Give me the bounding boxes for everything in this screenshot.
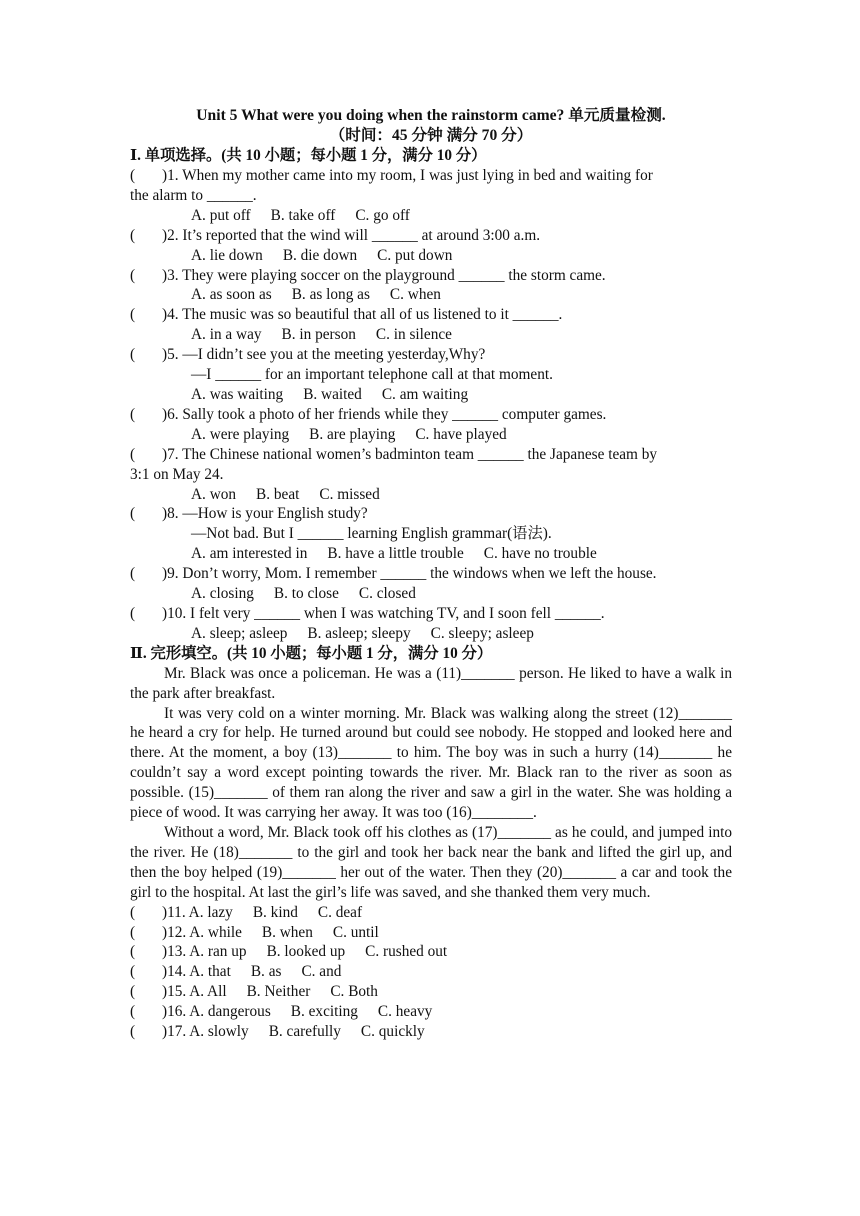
- answer-blank[interactable]: (: [130, 963, 159, 981]
- option-a[interactable]: A. lie down: [191, 246, 263, 264]
- question-number: )11.: [162, 903, 189, 921]
- question-number: )2.: [162, 226, 179, 244]
- question-number: )9.: [162, 565, 179, 583]
- question-number: )8.: [162, 505, 179, 523]
- option-b[interactable]: B. take off: [270, 206, 336, 224]
- answer-blank[interactable]: (: [130, 1003, 159, 1021]
- option-c[interactable]: C. put down: [377, 246, 453, 264]
- options-row: [130, 544, 732, 564]
- answer-blank[interactable]: (: [130, 983, 159, 1001]
- question-text: When my mother came into my room, I was just lying in bed and waiting for: [178, 167, 653, 184]
- options-row: [130, 325, 732, 345]
- option-b[interactable]: B. looked up: [266, 943, 346, 961]
- options-row: [130, 206, 732, 226]
- option-a[interactable]: A. All: [189, 983, 227, 1001]
- option-c[interactable]: C. until: [332, 923, 379, 941]
- option-c[interactable]: C. quickly: [360, 1023, 425, 1041]
- answer-blank[interactable]: (: [130, 167, 159, 184]
- question-text-continued: the alarm to ______.: [130, 186, 257, 204]
- option-c[interactable]: C. closed: [358, 585, 416, 603]
- option-b[interactable]: B. asleep; sleepy: [307, 624, 411, 642]
- question-3: [130, 266, 732, 286]
- question-text: —How is your English study?: [178, 505, 368, 523]
- answer-blank[interactable]: (: [130, 903, 159, 921]
- option-c[interactable]: C. heavy: [377, 1003, 433, 1021]
- option-c[interactable]: C. rushed out: [365, 943, 448, 961]
- option-b[interactable]: B. exciting: [290, 1003, 358, 1021]
- worksheet-page: [130, 106, 732, 1042]
- option-a[interactable]: A. lazy: [188, 903, 233, 921]
- section-1-questions: [130, 166, 732, 644]
- question-text: Sally took a photo of her friends while they ______ computer games.: [178, 405, 607, 423]
- option-b[interactable]: B. are playing: [309, 425, 396, 443]
- question-text-continued: 3:1 on May 24.: [130, 465, 224, 483]
- section-2-questions: [130, 903, 732, 1042]
- answer-blank[interactable]: (: [130, 1023, 159, 1041]
- question-number: )17.: [162, 1023, 190, 1041]
- options-row: [130, 425, 732, 445]
- option-a[interactable]: A. slowly: [189, 1023, 249, 1041]
- option-a[interactable]: A. that: [189, 963, 231, 981]
- answer-blank[interactable]: (: [130, 604, 159, 622]
- option-c[interactable]: C. when: [389, 286, 441, 304]
- cloze-question-15: [130, 982, 732, 1002]
- option-b[interactable]: B. when: [261, 923, 313, 941]
- question-text: The Chinese national women’s badminton team ______ the Japanese team by: [178, 445, 658, 463]
- answer-blank[interactable]: (: [130, 923, 159, 941]
- option-c[interactable]: C. and: [301, 963, 342, 981]
- question-number: )13.: [162, 943, 190, 961]
- option-b[interactable]: B. beat: [256, 485, 300, 503]
- option-b[interactable]: B. Neither: [246, 983, 311, 1001]
- option-c[interactable]: C. missed: [319, 485, 380, 503]
- question-number: )1.: [162, 167, 179, 184]
- question-number: )15.: [162, 983, 190, 1001]
- question-number: )14.: [162, 963, 190, 981]
- question-text: The music was so beautiful that all of us listened to it ______.: [178, 306, 563, 324]
- options-row: [130, 584, 732, 604]
- option-b[interactable]: B. carefully: [268, 1023, 341, 1041]
- answer-blank[interactable]: (: [130, 505, 159, 523]
- question-number: )4.: [162, 306, 179, 324]
- option-b[interactable]: B. waited: [303, 385, 362, 403]
- answer-blank[interactable]: (: [130, 565, 159, 583]
- question-number: )12.: [162, 923, 190, 941]
- option-a[interactable]: A. put off: [191, 206, 251, 224]
- question-6: [130, 405, 732, 425]
- options-row: [130, 624, 732, 644]
- question-text: It’s reported that the wind will ______ at around 3:00 a.m.: [178, 226, 541, 244]
- passage-paragraph: Mr. Black was once a policeman. He was a (11)_______ person. He liked to have a walk in the park after breakfast.: [130, 664, 732, 702]
- option-a[interactable]: A. dangerous: [189, 1003, 271, 1021]
- section-1-heading: Ⅰ. 单项选择。(共 10 小题；每小题 1 分，满分 10 分）: [130, 147, 487, 164]
- option-c[interactable]: C. go off: [355, 206, 410, 224]
- options-row: [130, 385, 732, 405]
- option-a[interactable]: A. am interested in: [191, 545, 308, 563]
- option-c[interactable]: C. in silence: [375, 326, 452, 344]
- cloze-question-16: [130, 1002, 732, 1022]
- option-b[interactable]: B. in person: [281, 326, 356, 344]
- cloze-question-14: [130, 962, 732, 982]
- option-b[interactable]: B. to close: [273, 585, 339, 603]
- option-c[interactable]: C. sleepy; asleep: [430, 624, 534, 642]
- question-response-line: —Not bad. But I ______ learning English grammar(语法).: [191, 525, 552, 543]
- question-4: [130, 305, 732, 325]
- answer-blank[interactable]: (: [130, 306, 159, 324]
- answer-blank[interactable]: (: [130, 346, 159, 364]
- option-b[interactable]: B. have a little trouble: [327, 545, 464, 563]
- answer-blank[interactable]: (: [130, 266, 159, 284]
- option-a[interactable]: A. was waiting: [191, 385, 284, 403]
- question-9: [130, 564, 732, 584]
- passage-paragraph: Without a word, Mr. Black took off his clothes as (17)_______ as he could, and jumped into the river. He (18)_______ to the girl and took her back near the bank and lifted the girl up, and then the boy helped (19)_______ her out of the water. Then they (20)_______ a car and took the girl to the hospital. At last the girl’s life was saved, and she thanked them very much.: [130, 824, 732, 901]
- answer-blank[interactable]: (: [130, 943, 159, 961]
- passage-paragraph: It was very cold on a winter morning. Mr. Black was walking along the street (12)_______ he heard a cry for help. He turned around but could see nobody. He stopped and looked here and there. At the moment, a boy (13)_______ to him. The boy was in such a hurry (14)_______ he couldn’t say a word except pointing towards the river. Mr. Black ran to the river as soon as possible. (15)_______ of them ran along the river and saw a girl in the water. She was holding a piece of wood. It was carrying her away. It was too (16)________.: [130, 704, 732, 822]
- question-text: —I didn’t see you at the meeting yesterday,Why?: [178, 346, 486, 364]
- question-number: )10.: [162, 604, 187, 622]
- answer-blank[interactable]: (: [130, 405, 159, 423]
- cloze-question-17: [130, 1022, 732, 1042]
- option-c[interactable]: C. have no trouble: [483, 545, 597, 563]
- option-a[interactable]: A. closing: [191, 585, 254, 603]
- cloze-question-13: [130, 942, 732, 962]
- option-b[interactable]: B. as: [250, 963, 282, 981]
- question-text: They were playing soccer on the playground ______ the storm came.: [178, 266, 606, 284]
- question-2: [130, 226, 732, 246]
- option-c[interactable]: C. deaf: [317, 903, 363, 921]
- option-b[interactable]: B. kind: [252, 903, 298, 921]
- option-a[interactable]: A. won: [191, 485, 237, 503]
- question-text: Don’t worry, Mom. I remember ______ the windows when we left the house.: [178, 565, 657, 583]
- option-b[interactable]: B. die down: [282, 246, 358, 264]
- option-c[interactable]: C. have played: [415, 425, 507, 443]
- section-2-passage: [130, 664, 732, 903]
- question-number: )6.: [162, 405, 179, 423]
- question-number: )16.: [162, 1003, 190, 1021]
- cloze-question-11: [130, 903, 732, 923]
- question-5: [130, 345, 732, 365]
- question-number: )7.: [162, 445, 179, 463]
- option-c[interactable]: C. am waiting: [381, 385, 469, 403]
- options-row: [130, 246, 732, 266]
- worksheet-subtitle: （时间：45 分钟 满分 70 分）: [329, 127, 533, 144]
- answer-blank[interactable]: (: [130, 445, 159, 463]
- question-response-line: —I ______ for an important telephone call at that moment.: [191, 366, 553, 384]
- option-a[interactable]: A. ran up: [189, 943, 247, 961]
- question-number: )3.: [162, 266, 179, 284]
- options-row: [130, 285, 732, 305]
- question-8: [130, 504, 732, 524]
- question-10: [130, 604, 732, 624]
- option-b[interactable]: B. as long as: [291, 286, 370, 304]
- options-row: [130, 485, 732, 505]
- question-7: [130, 445, 732, 465]
- option-a[interactable]: A. sleep; asleep: [191, 624, 288, 642]
- option-c[interactable]: C. Both: [330, 983, 378, 1001]
- worksheet-title: Unit 5 What were you doing when the rainstorm came? 单元质量检测.: [196, 107, 666, 124]
- cloze-question-12: [130, 923, 732, 943]
- option-a[interactable]: A. in a way: [191, 326, 262, 344]
- section-2-heading: Ⅱ. 完形填空。(共 10 小题；每小题 1 分，满分 10 分）: [130, 644, 493, 662]
- question-number: )5.: [162, 346, 179, 364]
- option-a[interactable]: A. as soon as: [191, 286, 272, 304]
- answer-blank[interactable]: (: [130, 226, 159, 244]
- option-a[interactable]: A. while: [189, 923, 242, 941]
- question-text: I felt very ______ when I was watching TV, and I soon fell ______.: [186, 604, 605, 622]
- option-a[interactable]: A. were playing: [191, 425, 290, 443]
- question-1: [130, 166, 732, 186]
